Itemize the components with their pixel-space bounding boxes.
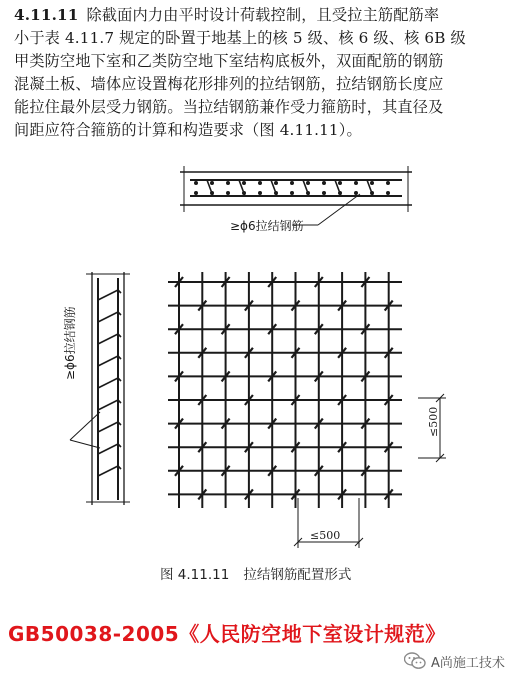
rebar-dot [194, 181, 198, 185]
rebar-dot [386, 191, 390, 195]
paragraph-line-5: 能拉住最外层受力钢筋。当拉结钢筋兼作受力箍筋时，其直径及 [14, 98, 444, 116]
wall-tie-bar [98, 290, 118, 300]
paragraph-line-1: 4.11.11 除截面内力由平时设计荷载控制，且受拉主筋配筋率 [14, 6, 440, 24]
wall-tie-bar [98, 466, 118, 476]
rebar-dot [370, 181, 374, 185]
rebar-dot [322, 181, 326, 185]
wechat-icon [404, 652, 426, 670]
rebar-dot [210, 181, 214, 185]
wall-tie-label: ≥ϕ6拉结钢筋 [63, 306, 77, 380]
paragraph-line-4: 混凝土板、墙体应设置梅花形排列的拉结钢筋，拉结钢筋长度应 [14, 75, 444, 93]
wall-tie-bar [98, 400, 118, 410]
wall-tie-bar [98, 334, 118, 344]
watermark-text: A尚施工技术 [431, 655, 505, 671]
paragraph-line-3: 甲类防空地下室和乙类防空地下室结构底板外，双面配筋的钢筋 [14, 52, 444, 70]
wall-tie-bar [98, 312, 118, 322]
clause-number: 4.11.11 [14, 6, 79, 24]
slab-section-drawing [180, 166, 412, 225]
rebar-dot [290, 191, 294, 195]
rebar-dot [322, 191, 326, 195]
wall-section-drawing [70, 272, 130, 505]
wall-tie-bar [98, 422, 118, 432]
paragraph-line-2: 小于表 4.11.7 规定的卧置于地基上的核 5 级、核 6 级、核 6B 级 [14, 29, 466, 47]
rebar-dot [290, 181, 294, 185]
wechat-watermark [404, 648, 505, 674]
rebar-dot [274, 181, 278, 185]
wall-tie-bar [98, 378, 118, 388]
figure-caption-title: 拉结钢筋配置形式 [243, 567, 352, 583]
paragraph-line-6: 间距应符合箍筋的计算和构造要求（图 4.11.11）。 [14, 121, 362, 139]
rebar-dot [226, 181, 230, 185]
rebar-dot [258, 191, 262, 195]
horizontal-dimension-label: ≤500 [310, 529, 341, 542]
section-tie-label: ≥ϕ6拉结钢筋 [230, 219, 304, 233]
rebar-dot [306, 181, 310, 185]
rebar-dot [258, 181, 262, 185]
wall-tie-bar [98, 444, 118, 454]
rebar-dot [354, 181, 358, 185]
vertical-dimension-label: ≤500 [427, 406, 440, 437]
wall-tie-bar [98, 356, 118, 366]
figure-caption-number: 图 4.11.11 [160, 567, 230, 583]
rebar-dot [354, 191, 358, 195]
source-standard-label: GB50038-2005《人民防空地下室设计规范》 [8, 622, 446, 646]
plan-grid-drawing [168, 272, 402, 508]
rebar-dot [226, 191, 230, 195]
figure-caption [160, 563, 365, 583]
rebar-dot [242, 181, 246, 185]
rebar-dot [338, 181, 342, 185]
rebar-dot [386, 181, 390, 185]
rebar-dot [194, 191, 198, 195]
